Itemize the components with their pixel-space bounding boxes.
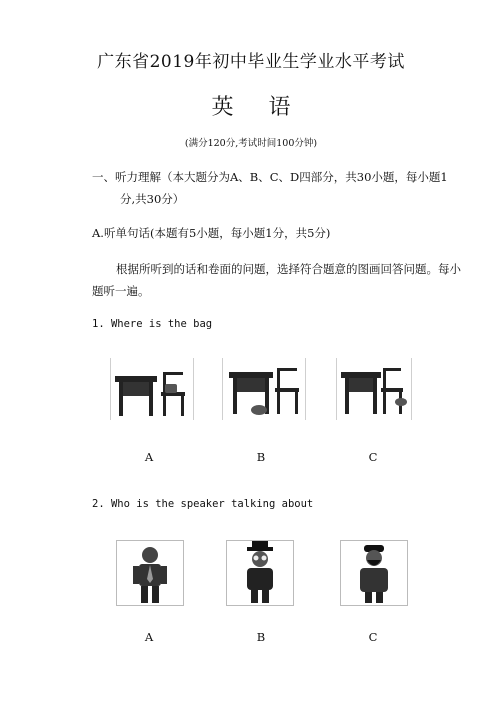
question-1-option-c: C	[368, 450, 378, 464]
question-1-picture-a	[110, 358, 194, 420]
question-2-option-b: B	[256, 630, 266, 644]
exam-title: 广东省2019年初中毕业生学业水平考试	[97, 52, 405, 72]
question-2-option-a: A	[144, 630, 154, 644]
question-1-option-b: B	[256, 450, 266, 464]
question-1-picture-b	[222, 358, 306, 420]
score-note: (满分120分,考试时间100分钟)	[184, 138, 318, 149]
section-heading-line1: 一、听力理解（本大题分为A、B、C、D四部分，共30小题，每小题1	[92, 170, 448, 184]
question-1-option-a: A	[144, 450, 154, 464]
subject-title: 英 语	[211, 95, 305, 120]
section-heading-line2: 分,共30分）	[120, 192, 185, 206]
question-2-text: 2. Who is the speaker talking about	[92, 498, 314, 510]
question-1-picture-c	[336, 358, 412, 420]
section-heading	[92, 166, 464, 210]
question-2-picture-a	[116, 540, 184, 606]
question-1-text: 1. Where is the bag	[92, 318, 213, 330]
question-2-picture-b	[226, 540, 294, 606]
question-2-option-c: C	[368, 630, 378, 644]
question-2-picture-c	[340, 540, 408, 606]
part-a-instruction: 根据所听到的话和卷面的问题，选择符合题意的图画回答问题。每小题听一遍。	[92, 262, 461, 298]
part-a-heading: A.听单句话(本题有5小题，每小题1分，共5分)	[92, 226, 331, 240]
